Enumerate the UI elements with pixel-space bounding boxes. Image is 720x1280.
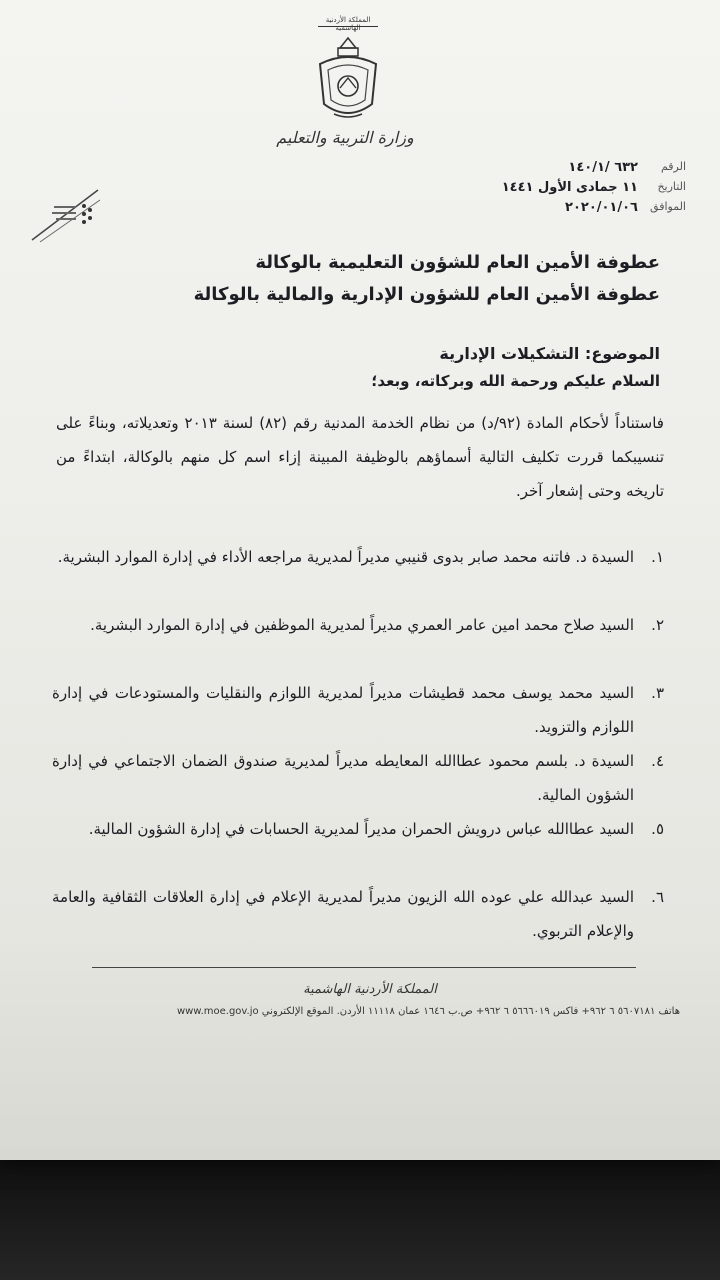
ref-corresponding-label: الموافق bbox=[650, 200, 686, 213]
list-item bbox=[52, 608, 664, 676]
footer-contact: هاتف ٥٦٠٧١٨١ ٦ ٩٦٢+ فاكس ٥٦٦٦٠١٩ ٦ ٩٦٢+ ص.ب ١٦٤٦ عمان ١١١١٨ الأردن. الموقع الإلكتروني www.moe.gov.jo bbox=[176, 1006, 680, 1017]
list-item bbox=[52, 540, 664, 608]
ref-corresponding-row bbox=[456, 200, 686, 220]
list-item-text: السيدة د. فاتنه محمد صابر بدوى قنيبي مديراً لمديرية مراجعه الأداء في إدارة الموارد البشرية. bbox=[57, 548, 634, 566]
body-paragraph: فاستناداً لأحكام المادة (٩٢/د) من نظام الخدمة المدنية رقم (٨٢) لسنة ٢٠١٣ وتعديلاته، وبناءً على تنسيبكما قررت تكليف التالية أسماؤهم بالوظيفة المبينة إزاء اسم كل منهم بالوكالة، ابتداءً من تاريخه وحتى إشعار آخر. bbox=[56, 414, 664, 500]
appointments-list bbox=[52, 540, 664, 948]
addressee-line: عطوفة الأمين العام للشؤون التعليمية بالوكالة bbox=[255, 252, 660, 273]
subject-line: الموضوع: التشكيلات الإدارية bbox=[439, 344, 660, 363]
list-item-number: ٢. bbox=[651, 616, 664, 634]
ministry-stamp-logo-icon bbox=[28, 186, 102, 244]
list-item bbox=[52, 812, 664, 880]
list-item-number: ٦. bbox=[651, 888, 664, 906]
list-item-text: السيد صلاح محمد امين عامر العمري مديراً لمديرية الموظفين في إدارة الموارد البشرية. bbox=[90, 616, 634, 634]
list-item-text: السيد عطاالله عباس درويش الحمران مديراً لمديرية الحسابات في إدارة الشؤون المالية. bbox=[88, 820, 634, 838]
list-item bbox=[52, 676, 664, 744]
list-item-text: السيد محمد يوسف محمد قطيشات مديراً لمديرية اللوازم والنقليات والمستودعات في إدارة اللوازم والتزويد. bbox=[52, 684, 634, 736]
greeting-line: السلام عليكم ورحمة الله وبركاته، وبعد؛ bbox=[371, 372, 660, 390]
list-item-number: ٥. bbox=[651, 820, 664, 838]
footer-divider bbox=[92, 967, 636, 968]
desk-surface bbox=[0, 1160, 720, 1280]
list-item-number: ٣. bbox=[651, 684, 664, 702]
list-item bbox=[52, 880, 664, 948]
list-item-number: ١. bbox=[651, 548, 664, 566]
list-item-number: ٤. bbox=[651, 752, 664, 770]
list-item-text: السيدة د. بلسم محمود عطاالله المعايطه مديراً لمديرية صندوق الضمان الاجتماعي في إدارة الشؤون المالية. bbox=[52, 752, 634, 804]
ref-number-value: ٦٣٢ /١٤٠/١ bbox=[568, 160, 638, 175]
reference-block bbox=[456, 160, 686, 220]
ref-number-row bbox=[456, 160, 686, 180]
footer-country: المملكة الأردنية الهاشمية bbox=[303, 982, 437, 997]
list-item bbox=[52, 744, 664, 812]
ref-corresponding-value: ٢٠٢٠/٠١/٠٦ bbox=[565, 200, 638, 215]
letterhead-top-text: المملكة الأردنية الهاشمية bbox=[318, 16, 378, 27]
ref-date-row bbox=[456, 180, 686, 200]
ministry-name: وزارة التربية والتعليم bbox=[276, 128, 414, 147]
jordan-coat-of-arms-icon bbox=[310, 34, 386, 126]
ref-date-label: التاريخ bbox=[657, 180, 686, 193]
ref-number-label: الرقم bbox=[660, 160, 686, 173]
addressee-line: عطوفة الأمين العام للشؤون الإدارية والمالية بالوكالة bbox=[193, 284, 660, 305]
list-item-text: السيد عبدالله علي عوده الله الزيون مديراً لمديرية الإعلام في إدارة العلاقات الثقافية والعامة والإعلام التربوي. bbox=[52, 888, 634, 940]
ref-date-value: ١١ جمادى الأول ١٤٤١ bbox=[501, 180, 638, 195]
